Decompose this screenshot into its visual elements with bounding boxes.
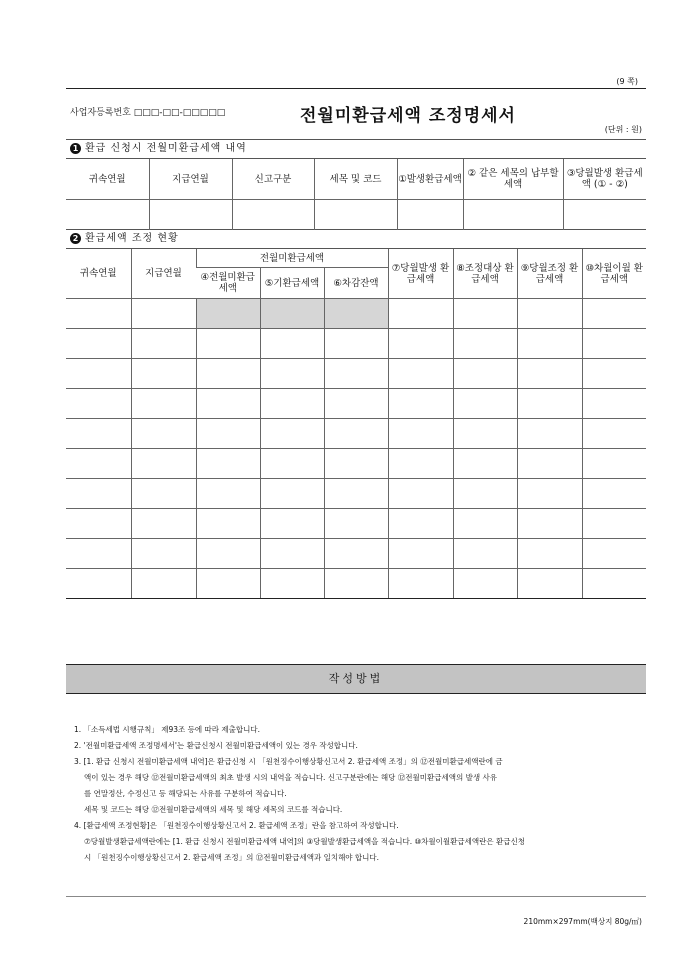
input-cell[interactable] [131, 419, 196, 449]
input-cell[interactable] [260, 419, 324, 449]
input-cell[interactable] [260, 329, 324, 359]
input-cell[interactable] [453, 299, 517, 329]
input-cell[interactable] [582, 389, 646, 419]
input-cell[interactable] [517, 479, 582, 509]
input-cell[interactable] [388, 569, 453, 599]
input-cell[interactable] [196, 299, 260, 329]
col-payment-month: 지급연월 [131, 249, 196, 299]
input-cell[interactable] [582, 479, 646, 509]
input-cell[interactable] [453, 359, 517, 389]
guide-line: 3. [1. 환급 신청시 전월미환급세액 내역]은 환급신청 시 「원천징수이행상황신고서 2. 환급세액 조정」의 ⑫전월미환급세액란에 금 [74, 757, 503, 766]
form-title: 전월미환급세액 조정명세서 [300, 106, 516, 126]
col-report-type: 신고구분 [232, 159, 314, 200]
col-prev-unrefunded: ④전월미환급세액 [196, 268, 260, 299]
col-occurred-refund: ①발생환급세액 [397, 159, 463, 200]
section1-number-badge: 1 [70, 143, 81, 154]
col-adjusted-refund: ⑨당월조정 환급세액 [517, 249, 582, 299]
col-attribution-month: 귀속연월 [79, 268, 117, 279]
input-cell[interactable] [324, 329, 388, 359]
input-cell[interactable] [260, 449, 324, 479]
input-cell[interactable] [517, 419, 582, 449]
col-tax-item-code: 세목 및 코드 [314, 159, 397, 200]
input-cell[interactable] [388, 449, 453, 479]
input-cell[interactable] [260, 509, 324, 539]
input-cell[interactable] [324, 359, 388, 389]
col-current-month-refund: ⑦당월발생 환급세액 [388, 249, 453, 299]
input-cell[interactable] [66, 539, 131, 569]
input-cell[interactable] [131, 299, 196, 329]
col-same-item-payable: ② 같은 세목의 납부할세액 [463, 159, 563, 200]
input-cell[interactable] [324, 539, 388, 569]
table-row [66, 359, 646, 389]
writing-instructions [74, 722, 640, 866]
input-cell[interactable] [196, 419, 260, 449]
guide-line: 액이 있는 경우 해당 ⑫전월미환급세액의 최초 발생 시의 내역을 적습니다. 신고구분란에는 해당 ⑫전월미환급세액의 발생 사유 [84, 773, 498, 782]
col-group-prev-unrefunded: 전월미환급세액 [196, 249, 388, 268]
input-cell[interactable] [582, 329, 646, 359]
input-cell[interactable] [131, 569, 196, 599]
input-cell[interactable] [324, 449, 388, 479]
input-cell[interactable] [66, 479, 131, 509]
guide-line: 4. [환급세액 조정현황]은 「원천징수이행상황신고서 2. 환급세액 조정」란을 참고하여 작성합니다. [74, 821, 399, 830]
input-cell[interactable] [196, 479, 260, 509]
input-cell[interactable] [582, 509, 646, 539]
col-payment-month: 지급연월 [149, 159, 232, 200]
section2-table [66, 249, 646, 598]
input-cell[interactable] [388, 389, 453, 419]
input-cell[interactable] [582, 299, 646, 329]
input-cell[interactable] [131, 449, 196, 479]
table-row [66, 299, 646, 329]
table-row [66, 479, 646, 509]
input-cell[interactable] [517, 299, 582, 329]
adjustment-statement-form [66, 88, 646, 599]
input-cell[interactable] [66, 200, 149, 230]
input-cell[interactable] [453, 449, 517, 479]
input-cell[interactable] [388, 359, 453, 389]
table-row [66, 569, 646, 599]
guide-line: 세목 및 코드는 해당 ⑫전월미환급세액의 세목 및 해당 세목의 코드를 적습니다. [84, 805, 343, 814]
input-cell[interactable] [453, 479, 517, 509]
input-cell[interactable] [260, 539, 324, 569]
col-attribution-month: 귀속연월 [88, 173, 126, 185]
input-cell[interactable] [563, 200, 646, 230]
business-registration-number: 사업자등록번호 □□□-□□-□□□□□ [70, 108, 226, 118]
input-cell[interactable] [232, 200, 314, 230]
input-cell[interactable] [517, 509, 582, 539]
table-row [66, 200, 646, 230]
col-balance: ⑥차감잔액 [324, 268, 388, 299]
col-adjustable-refund: ⑧조정대상 환급세액 [453, 249, 517, 299]
input-cell[interactable] [388, 509, 453, 539]
input-cell[interactable] [66, 419, 131, 449]
input-cell[interactable] [517, 329, 582, 359]
section2-number-badge: 2 [70, 233, 81, 244]
col-current-month-refund: ③당월발생 환급세액 (① - ②) [563, 159, 646, 200]
input-cell[interactable] [131, 359, 196, 389]
input-cell[interactable] [260, 479, 324, 509]
input-cell[interactable] [397, 200, 463, 230]
input-cell[interactable] [66, 359, 131, 389]
guide-line: 시 「원천징수이행상황신고서 2. 환급세액 조정」의 ⑫전월미환급세액과 일치해야 합니다. [84, 853, 380, 862]
input-cell[interactable] [324, 299, 388, 329]
input-cell[interactable] [324, 479, 388, 509]
input-cell[interactable] [453, 329, 517, 359]
table-row [66, 539, 646, 569]
input-cell[interactable] [453, 569, 517, 599]
input-cell[interactable] [582, 449, 646, 479]
input-cell[interactable] [388, 419, 453, 449]
input-cell[interactable] [517, 449, 582, 479]
input-cell[interactable] [582, 539, 646, 569]
input-cell[interactable] [66, 329, 131, 359]
section2-title: 환급세액 조정 현황 [85, 233, 179, 244]
input-cell[interactable] [66, 389, 131, 419]
guide-line: 1. 「소득세법 시행규칙」 제93조 등에 따라 제출합니다. [74, 725, 261, 734]
input-cell[interactable] [582, 569, 646, 599]
input-cell[interactable] [196, 449, 260, 479]
input-cell[interactable] [324, 389, 388, 419]
input-cell[interactable] [314, 200, 397, 230]
unit-label: (단위 : 원) [604, 125, 642, 134]
input-cell[interactable] [66, 299, 131, 329]
input-cell[interactable] [517, 539, 582, 569]
input-cell[interactable] [196, 509, 260, 539]
input-cell[interactable] [324, 569, 388, 599]
paper-spec: 210mm×297mm(백상지 80g/㎡) [523, 917, 642, 926]
table-row [66, 329, 646, 359]
input-cell[interactable] [324, 509, 388, 539]
section1-title: 환급 신청시 전월미환급세액 내역 [85, 143, 247, 154]
input-cell[interactable] [131, 479, 196, 509]
table-row [66, 449, 646, 479]
guide-line: 를 연말정산, 수정신고 등 해당되는 사유를 구분하여 적습니다. [84, 789, 287, 798]
input-cell[interactable] [517, 359, 582, 389]
input-cell[interactable] [453, 389, 517, 419]
input-cell[interactable] [196, 569, 260, 599]
table-row [66, 389, 646, 419]
input-cell[interactable] [453, 509, 517, 539]
input-cell[interactable] [131, 509, 196, 539]
input-cell[interactable] [196, 329, 260, 359]
bottom-rule [66, 896, 646, 897]
col-already-refunded: ⑤기환급세액 [260, 268, 324, 299]
input-cell[interactable] [453, 419, 517, 449]
input-cell[interactable] [388, 299, 453, 329]
input-cell[interactable] [260, 389, 324, 419]
section1-table [66, 159, 646, 230]
input-cell[interactable] [582, 359, 646, 389]
input-cell[interactable] [517, 569, 582, 599]
input-cell[interactable] [66, 569, 131, 599]
section2-heading [66, 230, 646, 249]
input-cell[interactable] [324, 419, 388, 449]
guide-heading: 작성방법 [66, 664, 646, 694]
input-cell[interactable] [463, 200, 563, 230]
form-header [66, 89, 646, 140]
table-row [66, 509, 646, 539]
input-cell[interactable] [131, 329, 196, 359]
input-cell[interactable] [196, 539, 260, 569]
input-cell[interactable] [196, 359, 260, 389]
input-cell[interactable] [388, 329, 453, 359]
input-cell[interactable] [149, 200, 232, 230]
input-cell[interactable] [131, 539, 196, 569]
input-cell[interactable] [453, 539, 517, 569]
guide-line: 2. '전월미환급세액 조정명세서'는 환급신청시 전월미환급세액이 있는 경우 작성합니다. [74, 741, 358, 750]
input-cell[interactable] [66, 449, 131, 479]
input-cell[interactable] [388, 479, 453, 509]
input-cell[interactable] [131, 389, 196, 419]
input-cell[interactable] [260, 359, 324, 389]
input-cell[interactable] [196, 389, 260, 419]
input-cell[interactable] [582, 419, 646, 449]
col-carryover-refund: ⑩차월이월 환급세액 [582, 249, 646, 299]
guide-line: ⑦당월발생환급세액란에는 [1. 환급 신청시 전월미환급세액 내역]의 ③당월발생환급세액을 적습니다. ⑩차월이월환급세액란은 환급신청 [84, 837, 526, 846]
table-row [66, 419, 646, 449]
page-number: (9 쪽) [616, 77, 638, 86]
input-cell[interactable] [517, 389, 582, 419]
input-cell[interactable] [388, 539, 453, 569]
section1-heading [66, 140, 646, 159]
input-cell[interactable] [260, 569, 324, 599]
input-cell[interactable] [260, 299, 324, 329]
input-cell[interactable] [66, 509, 131, 539]
